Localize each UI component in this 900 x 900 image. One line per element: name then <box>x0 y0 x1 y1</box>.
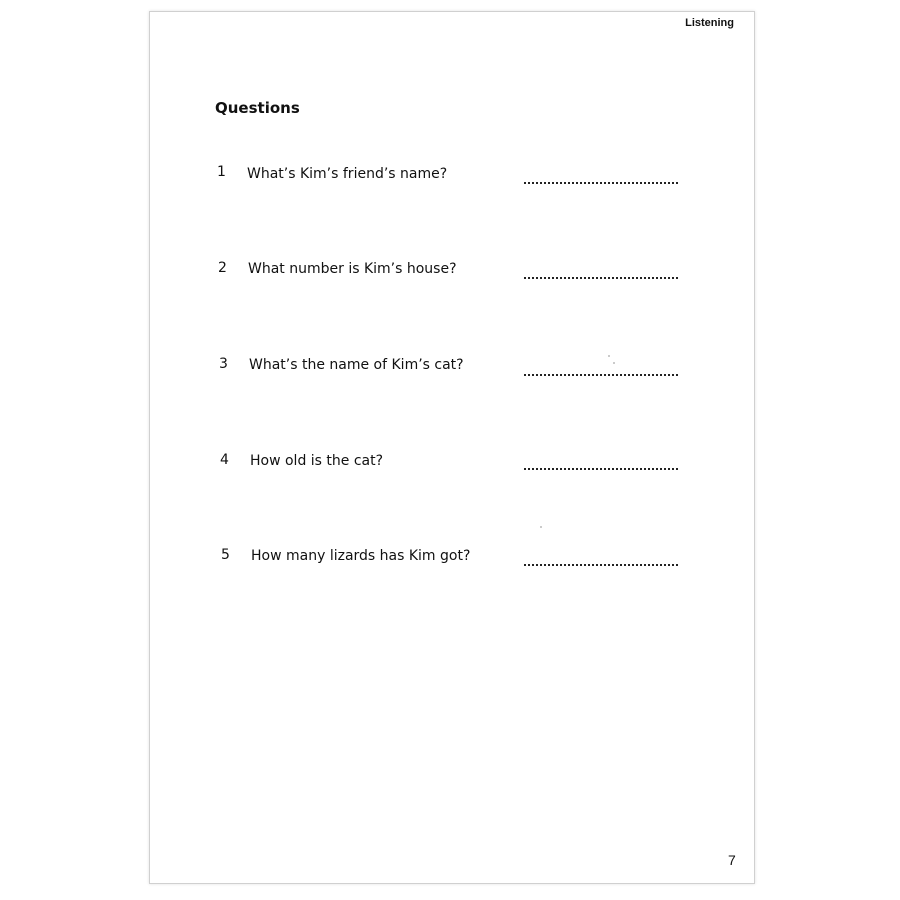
question-number: 1 <box>217 164 226 180</box>
question-item <box>150 164 754 194</box>
page-number: 7 <box>728 852 736 868</box>
question-item <box>150 356 754 386</box>
section-label: Listening <box>685 17 734 29</box>
question-item <box>150 547 754 577</box>
question-text: What number is Kim’s house? <box>248 261 457 277</box>
question-number: 3 <box>219 356 228 372</box>
print-speck <box>540 526 542 528</box>
question-text: How old is the cat? <box>250 453 384 469</box>
question-text: What’s Kim’s friend’s name? <box>247 166 448 182</box>
question-text: What’s the name of Kim’s cat? <box>249 357 464 373</box>
answer-line[interactable] <box>524 468 678 470</box>
answer-line[interactable] <box>524 277 678 279</box>
question-item <box>150 452 754 482</box>
answer-line[interactable] <box>524 182 678 184</box>
question-item <box>150 260 754 290</box>
print-speck <box>613 362 615 364</box>
worksheet-page <box>149 11 755 884</box>
print-speck <box>608 355 610 357</box>
answer-line[interactable] <box>524 564 678 566</box>
questions-heading: Questions <box>215 99 300 117</box>
answer-line[interactable] <box>524 374 678 376</box>
question-text: How many lizards has Kim got? <box>251 548 471 564</box>
question-number: 4 <box>220 452 229 468</box>
question-number: 2 <box>218 260 227 276</box>
question-number: 5 <box>221 547 230 563</box>
